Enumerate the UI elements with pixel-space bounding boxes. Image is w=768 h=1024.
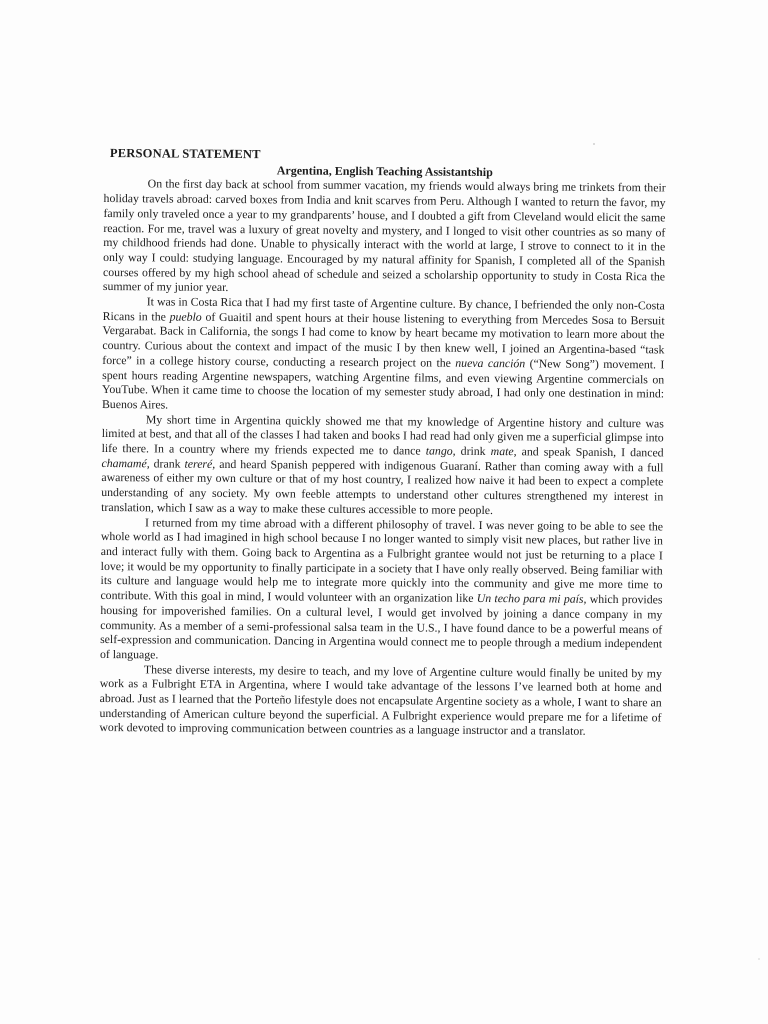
- scan-speck: [593, 143, 595, 145]
- italic-term: chamamé: [101, 455, 147, 471]
- paragraph-list: [99, 176, 665, 739]
- italic-term: Un techo para mi país: [476, 591, 584, 606]
- italic-term: mate: [490, 444, 514, 459]
- paragraph-text: of Guaitil and spent hours at their house listening to everything from Mercedes Sosa to Bersuit Vergarabat. Back in California, the songs I had come to know by heart became my motivation to learn more about the country. Curious about the context and impact of the music I by then knew well, I joined an Argentina-based “task force” in a college history course, conducting a research project on the: [102, 309, 665, 370]
- paragraph-text: These diverse interests, my desire to teach, and my love of Argentine culture would finally be united by my work as a Fulbright ETA in Argentina, where I would take advantage of the lessons I’ve learned both at home and abroad. Just as I learned that the Porteño lifestyle does not encapsulate Argentine society as a whole, I want to share an understanding of American culture beyond the superficial. A Fulbright experience would prepare me for a lifetime of work devoted to improving communication between countries as a language instructor and a translator.: [99, 661, 662, 739]
- italic-term: nueva canción: [455, 355, 526, 371]
- paragraph: [101, 412, 664, 519]
- paragraph-text: , drank: [146, 456, 185, 471]
- paragraph-text: It was in Costa Rica that I had my first taste of Argentine culture. By chance, I befriended the only non-Costa Ricans in the: [102, 294, 665, 324]
- italic-term: pueblo: [169, 309, 202, 324]
- paragraph-text: , which provides housing for impoverished families. On a cultural level, I would get involved by joining a dance company in my community. As a member of a semi-professional salsa team in the U.S., I have found dance to be a powerful means of self-expression and communication. Dancing in Argentina would connect me to people through a medium independent of language.: [99, 591, 663, 662]
- paragraph: [103, 176, 666, 298]
- document-subheading: Argentina, English Teaching Assistantship: [276, 163, 493, 179]
- paragraph-text: My short time in Argentina quickly showed me that my knowledge of Argentine history and culture was limited at best, and that all of the classes I had taken and books I had read had only given me a superficial glimpse into life there. In a country where my friends expected me to dance: [101, 411, 664, 458]
- scan-speck: [758, 958, 760, 960]
- paragraph: [102, 294, 665, 416]
- document-heading: PERSONAL STATEMENT: [109, 146, 261, 162]
- statement-body: [99, 146, 666, 740]
- paragraph-text: (“New Song”) movement. I spent hours reading Argentine newspapers, watching Argentine films, and even viewing Argentine commercials on YouTube. When it came time to choose the location of my semester study abroad, I had only one destination in mind: Buenos Aires.: [101, 356, 665, 412]
- italic-term: tereré: [184, 456, 213, 471]
- italic-term: tango: [425, 443, 453, 458]
- paragraph: [99, 662, 662, 740]
- paragraph-text: , drink: [452, 443, 491, 459]
- paragraph-text: , and heard Spanish peppered with indigenous Guaraní. Rather than coming away with a full awareness of either my own culture or that of my host country, I realized how naive it had been to expect a complete understanding of any society. My own feeble attempts to understand other cultures strengthened my interest in translation, which I saw as a way to make these cultures accessible to more people.: [101, 456, 664, 517]
- paragraph-text: , and speak Spanish, I danced: [513, 444, 664, 460]
- paragraph-text: On the first day back at school from summer vacation, my friends would always bring me trinkets from their holiday travels abroad: carved boxes from India and knit scarves from Peru. Although I wanted to return the favor, my family only traveled once a year to my grandparents’ house, and I doubted a gift from Cleveland would elicit the same reaction. For me, travel was a luxury of great novelty and mystery, and I longed to visit other countries as so many of my childhood friends had done. Unable to physically interact with the world at large, I strove to connect to it in the only way I could: studying language. Encouraged by my natural affinity for Spanish, I completed all of the Spanish courses offered by my high school ahead of schedule and seized a scholarship opportunity to study in Costa Rica the summer of my junior year.: [102, 176, 666, 295]
- paragraph-text: I returned from my time abroad with a different philosophy of travel. I was never going to be able to see the whole world as I had imagined in high school because I no longer wanted to simply visit new places, but rather live in and interact fully with them. Going back to Argentina as a Fulbright grantee would not just be returning to a place I love; it would be my opportunity to finally participate in a society that I have only really observed. Being familiar with its culture and language would help me to integrate more quickly into the community and give me more time to contribute. With this goal in mind, I would volunteer with an organization like: [100, 514, 664, 606]
- paragraph: [100, 515, 663, 666]
